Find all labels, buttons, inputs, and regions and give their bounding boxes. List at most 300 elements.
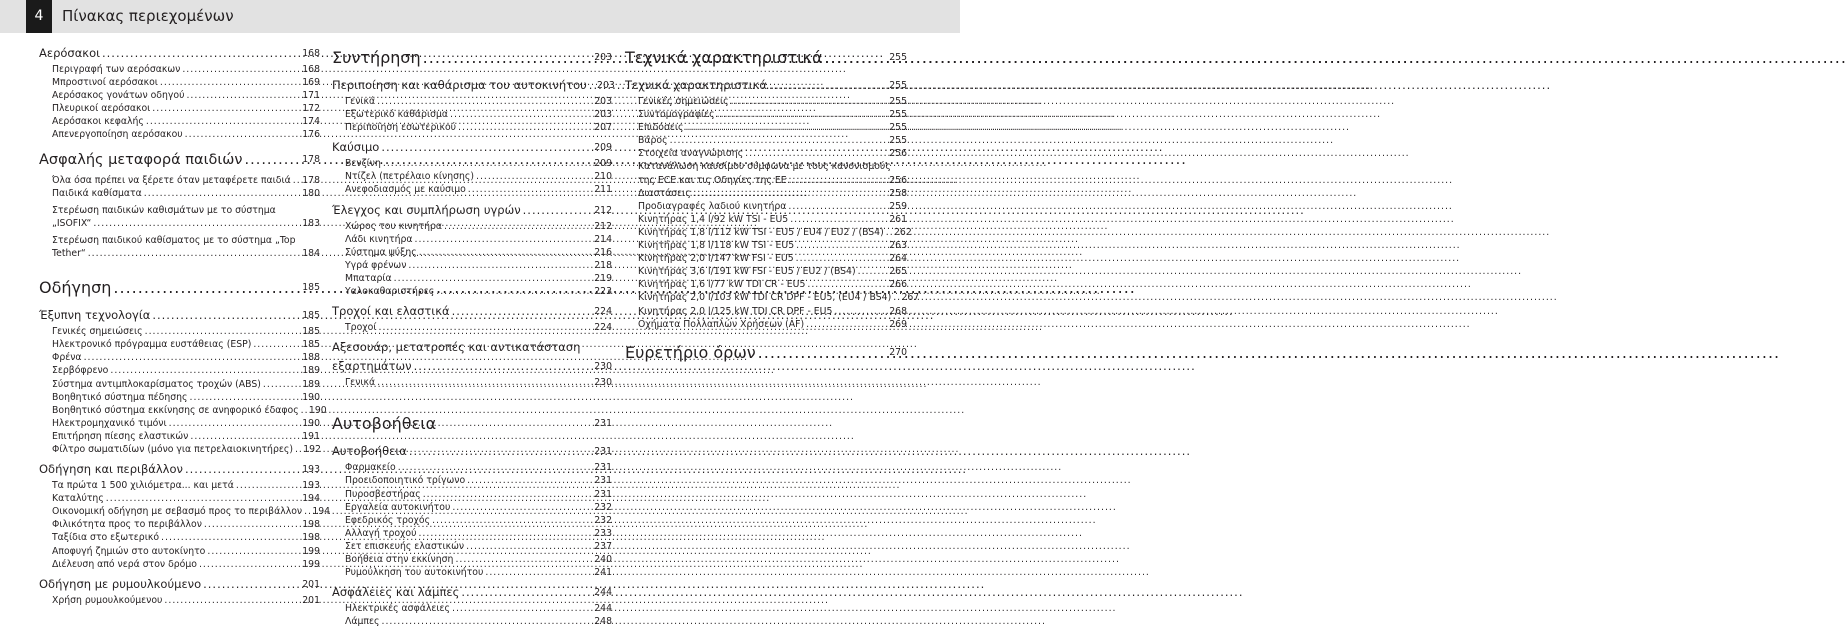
toc-group [39,63,320,142]
toc-entry-page: 214 [594,233,612,245]
toc-entry[interactable] [332,233,612,246]
toc-entry[interactable] [625,134,907,147]
toc-entry-title: Ρυμούλκηση του αυτοκινήτου [345,567,484,579]
toc-entry-title: Ηλεκτρομηχανικό τιμόνι [52,417,167,429]
toc-entry[interactable] [39,479,320,492]
toc-entry-page: 189 [302,378,320,390]
toc-entry-title: Λάμπες [345,616,380,628]
toc-entry-page: 169 [302,77,320,89]
toc-entry[interactable] [332,157,612,170]
dot-leader [717,108,885,121]
toc-entry-title: Συντομογραφίες [638,109,715,121]
toc-entry[interactable] [625,278,907,291]
dot-leader [458,121,590,134]
toc-entry[interactable] [39,115,320,128]
toc-entry-fuel[interactable]: Καύσιμο ..... 209 [332,138,612,157]
toc-entry[interactable] [332,321,612,334]
dot-leader [466,540,590,553]
toc-entry-page: 171 [302,90,320,102]
toc-entry-page: 231 [594,462,612,474]
toc-entry-page: 211 [594,184,612,196]
toc-entry-page: 188 [302,352,320,364]
toc-entry[interactable] [625,252,907,265]
toc-entry-page: 190 [302,417,320,429]
toc-entry-title: Όλα όσα πρέπει να ξέρετε όταν μεταφέρετε παιδιά [52,174,291,186]
toc-entry-page: 192 [303,443,321,455]
toc-entry-environment[interactable]: Οδήγηση και περιβάλλον ..... 193 [39,460,320,479]
toc-entry-page: 231 [594,488,612,500]
toc-entry-page: 199 [302,558,320,570]
toc-entry-title: Επιτήρηση πίεσης ελαστικών [52,430,189,442]
toc-entry[interactable] [332,108,612,121]
toc-entry[interactable] [625,121,907,134]
toc-entry-page: 176 [302,129,320,141]
toc-entry-fluids[interactable]: Έλεγχος και συμπλήρωση υγρών ..... 212 [332,201,612,220]
dot-leader [790,213,885,226]
toc-entry-airbags[interactable]: Αερόσακοι ..... 168 [39,44,320,63]
toc-entry-title: Φρένα [52,352,82,364]
toc-entry-page: 194 [302,493,320,505]
dot-leader [204,518,298,531]
toc-entry-title: Υγρά φρένων [345,259,407,271]
dot-leader [468,183,590,196]
dot-leader [304,505,308,518]
dot-leader [419,246,590,259]
toc-entry[interactable] [39,531,320,544]
toc-entry-title: Κινητήρας 1,8 l/112 kW TSI - EU5 / EU4 / EU2 / (BS4) [638,226,884,238]
toc-entry-title: Παιδικά καθίσματα [52,187,142,199]
toc-entry-page: 263 [889,240,907,252]
toc-entry-page: 219 [594,272,612,284]
dot-leader [670,134,885,147]
toc-entry[interactable] [332,376,612,389]
toc-entry-page: 269 [889,318,907,330]
toc-entry-title: Βοηθητικό σύστημα πέδησης [52,391,188,403]
toc-entry-title: Βοηθητικό σύστημα εκκίνησης σε ανηφορικό έδαφος [52,404,299,416]
toc-entry-page: 203 [594,109,612,121]
toc-entry-title: Φαρμακείο [345,462,396,474]
toc-group [332,157,612,196]
toc-entry-title: Ταξίδια στο εξωτερικό [52,532,160,544]
toc-entry-page: 230 [594,377,612,389]
toc-entry-title: Χώρος του κινητήρα [345,220,443,232]
toc-entry[interactable] [625,95,907,108]
dot-leader [185,128,298,141]
toc-entry[interactable] [332,602,612,615]
toc-entry[interactable] [39,102,320,115]
toc-entry-smart-tech[interactable]: Έξυπνη τεχνολογία ..... 185 [39,306,320,325]
toc-entry-title: Διαστάσεις [638,187,691,199]
toc-entry-page: 191 [302,430,320,442]
toc-entry-title: Σύστημα ψύξης [345,246,417,258]
toc-entry-page: 212 [594,220,612,232]
dot-leader [190,391,299,404]
toc-entry[interactable] [625,305,907,318]
toc-entry-title: Μπαταρία [345,272,392,284]
dot-leader [182,63,298,76]
page-number: 4 [26,0,52,33]
toc-entry-isofix[interactable]: Στερέωση παιδικών καθισμάτων με το σύστημα „ISOFIX“ ..... 183 [39,204,320,230]
toc-entry-title: Εξωτερικό καθάρισμα [345,109,449,121]
toc-entry-page: 264 [889,253,907,265]
dot-leader [207,545,298,558]
toc-entry[interactable] [39,492,320,505]
dot-leader [858,265,885,278]
toc-entry-page: 180 [302,187,320,199]
toc-entry[interactable] [39,505,331,518]
toc-entry-page: 201 [302,594,320,606]
dot-leader [190,430,298,443]
toc-entry[interactable] [332,527,612,540]
toc-column-3 [625,44,920,367]
toc-entry[interactable] [332,183,612,196]
toc-entry-page: 241 [594,567,612,579]
toc-entry-wheels[interactable]: Τροχοί και ελαστικά ..... 224 [332,302,612,321]
toc-entry[interactable] [332,170,612,183]
toc-entry-page: 178 [302,174,320,186]
toc-entry[interactable] [332,121,612,134]
dot-leader [806,318,885,331]
toc-group [39,594,320,607]
toc-entry-title: Βενζίνη [345,158,381,170]
toc-entry-page: 265 [889,266,907,278]
dot-leader [415,233,590,246]
toc-entry-page: 193 [302,480,320,492]
dot-leader [152,102,298,115]
toc-entry-title: Κινητήρας 1,4 l/92 kW TSI - EU5 [638,213,789,225]
toc-entry-title: Σερβόφρενο [52,365,109,377]
toc-entry-title: Κινητήρας 2,0 l/103 kW TDI CR DPF - EU5, (EU4 / BS4) [638,292,892,304]
toc-entry[interactable] [625,187,907,200]
toc-entry-title: Βοήθεια στην εκκίνηση [345,553,454,565]
toc-entry-title: Κινητήρας 1,8 l/118 kW TSI - EU5 [638,240,795,252]
dot-leader [263,378,298,391]
toc-entry[interactable] [39,325,320,338]
dot-leader [164,594,298,607]
toc-entry-tech[interactable]: Τεχνικά χαρακτηριστικά ..... 255 [625,44,907,72]
dot-leader [84,351,298,364]
toc-entry-index[interactable]: Ευρετήριο όρων ..... 270 [625,339,907,367]
toc-entry[interactable] [332,461,612,474]
toc-entry-title: Διέλευση από νερά στον δρόμο [52,558,197,570]
toc-entry-page: 190 [308,404,327,416]
toc-entry-title: Ανεφοδιασμός με καύσιμο [345,184,466,196]
dot-leader [394,272,590,285]
toc-entry[interactable] [625,200,907,213]
toc-entry-accessories[interactable]: Αξεσουάρ, μετατροπές και αντικατάσταση εξαρτημάτων ..... 230 [332,338,612,376]
toc-entry[interactable] [39,187,320,200]
toc-entry[interactable] [332,501,612,514]
toc-entry-title: Οικονομική οδήγηση με σεβασμό προς το περιβάλλον [52,506,303,518]
dot-leader [796,252,885,265]
toc-entry[interactable] [332,553,612,566]
toc-entry-page: 248 [594,616,612,628]
toc-entry-title: Κινητήρας 2,0 l/147 kW FSI - EU5 [638,253,794,265]
toc-entry-title: Περιποίηση εσωτερικού [345,122,457,134]
dot-leader [398,461,590,474]
toc-entry-title: Βάρος [638,135,668,147]
toc-entry[interactable] [39,76,320,89]
dot-leader [377,376,590,389]
dot-leader [452,602,590,615]
dot-leader [145,325,298,338]
toc-entry-page: 256 [889,148,907,160]
toc-entry[interactable] [332,246,612,259]
toc-entry-title: Σετ επισκευής ελαστικών [345,540,465,552]
toc-entry-title: Λάδι κινητήρα [345,233,413,245]
toc-entry-page: 262 [893,226,912,238]
toc-entry-page: 185 [302,326,320,338]
toc-entry[interactable] [39,558,320,571]
toc-entry[interactable] [625,226,912,239]
toc-entry[interactable] [332,488,612,501]
toc-entry[interactable] [39,338,320,351]
toc-group [332,321,612,334]
dot-leader [485,566,590,579]
dot-leader [452,501,590,514]
toc-entry[interactable] [332,540,612,553]
toc-entry-page: 255 [889,135,907,147]
toc-entry[interactable] [332,615,612,628]
dot-leader [886,226,890,239]
toc-entry-title: Περιγραφή των αερόσακων [52,64,181,75]
toc-entry-page: 259 [889,200,907,212]
toc-entry-page: 224 [594,322,612,334]
page-header [0,0,960,33]
toc-entry-page: 189 [302,365,320,377]
toc-entry-title: Σύστημα αντιμπλοκαρίσματος τροχών (ABS) [52,378,261,390]
toc-entry[interactable] [39,63,320,76]
dot-leader [199,558,298,571]
toc-entry-title: Αερόσακος γονάτων οδηγού [52,90,185,102]
toc-entry-child-safety[interactable]: Ασφαλής μεταφορά παιδιών ..... 178 [39,146,320,174]
toc-entry-page: 255 [889,109,907,121]
toc-entry[interactable] [39,174,320,187]
toc-entry[interactable] [39,378,320,391]
toc-entry-title: Κινητήρας 1,6 l/77 kW TDI CR - EU5 [638,279,806,291]
toc-entry-page: 174 [302,116,320,128]
toc-group [39,174,320,200]
toc-group [39,325,327,456]
toc-entry-page: 209 [594,158,612,170]
toc-entry-title: Τα πρώτα 1 500 χιλιόμετρα... και μετά [52,480,234,492]
toc-entry-self-help-sub[interactable]: Αυτοβοήθεια ..... 231 [332,442,612,461]
dot-leader [169,417,298,430]
toc-entry-page: 216 [594,246,612,258]
toc-entry-title: Πλευρικοί αερόσακοι [52,103,151,115]
toc-entry-title: Κινητήρας 2,0 l/125 kW TDI CR DPF - EU5 [638,305,833,317]
dot-leader [106,492,298,505]
toc-entry[interactable] [625,108,907,121]
dot-leader [444,220,590,233]
toc-entry-title: Εργαλεία αυτοκινήτου [345,501,451,513]
toc-group [625,187,920,331]
toc-group [625,95,907,160]
dot-leader [408,259,590,272]
dot-leader [436,285,590,298]
toc-entry-page: 203 [594,96,612,107]
toc-group [332,376,612,389]
toc-entry[interactable] [332,95,612,108]
toc-entry-title: Προδιαγραφές λαδιού κινητήρα [638,200,787,212]
toc-entry-title: Φίλτρο σωματιδίων (μόνο για πετρελαιοκινητήρες) [52,443,293,455]
toc-entry-page: 240 [594,553,612,565]
toc-entry-self-help[interactable]: Αυτοβοήθεια 231 [332,414,612,434]
dot-leader [423,488,590,501]
toc-entry-title: Αλλαγή τροχού [345,527,417,539]
dot-leader [693,187,885,200]
toc-entry[interactable] [625,318,907,331]
toc-entry-title: Γενικά [345,96,376,107]
dot-leader [686,121,885,134]
toc-entry-title: Επιδόσεις [638,122,684,134]
toc-entry-driving[interactable]: Οδήγηση ..... 185 [39,274,320,302]
toc-entry-page: 255 [889,96,907,107]
toc-entry[interactable] [625,239,907,252]
dot-leader [186,89,298,102]
toc-group [332,602,612,628]
dot-leader [146,115,298,128]
toc-entry-title: Προειδοποιητικό τρίγωνο [345,475,466,487]
toc-entry-care[interactable]: Περιποίηση και καθάρισμα του αυτοκινήτου ..... 203 [332,76,612,95]
dot-leader [236,479,298,492]
toc-column-1 [39,44,331,607]
toc-entry[interactable] [39,89,320,102]
toc-entry[interactable] [39,364,320,377]
toc-entry-title: Απενεργοποίηση αερόσακου [52,129,183,141]
dot-leader [383,157,590,170]
toc-group [39,479,331,571]
toc-entry-top-tether[interactable]: Στερέωση παιδικού καθίσματος με το σύστημα „Top Tether“ ..... 184 [39,234,320,260]
toc-entry-page: 185 [302,339,320,351]
dot-leader [253,338,298,351]
toc-entry-page: 198 [302,532,320,544]
toc-entry-title: Καταλύτης [52,493,104,505]
toc-entry-title: Πυροσβεστήρας [345,488,421,500]
toc-entry-page: 210 [594,171,612,183]
toc-entry-title: Ντίζελ (πετρέλαιο κίνησης) [345,171,475,183]
toc-entry-maintenance[interactable]: Συντήρηση ..... 203 [332,44,612,72]
toc-entry-title: Κινητήρας 3,6 l/191 kW FSI - EU5 / EU2 / (BS4) [638,266,856,278]
toc-entry[interactable] [332,566,612,579]
toc-entry-page: 267 [901,292,920,304]
toc-group [332,220,612,299]
toc-entry-title: Γενικά [345,377,376,389]
toc-entry-page: 258 [889,187,907,199]
toc-entry[interactable] [332,285,612,298]
toc-entry[interactable] [39,594,320,607]
toc-entry[interactable] [625,265,907,278]
toc-entry-title: Εφεδρικός τροχός [345,514,431,526]
toc-entry-page: 190 [302,391,320,403]
dot-leader [377,95,590,108]
toc-entry[interactable] [332,514,612,527]
toc-entry-page: 194 [312,506,331,518]
toc-entry-title: Μπροστινοί αερόσακοι [52,77,158,89]
dot-leader [432,514,590,527]
toc-entry-title: Ηλεκτρικές ασφάλειες [345,603,450,615]
dot-leader [455,553,590,566]
toc-entry[interactable] [39,545,320,558]
dot-leader [807,278,885,291]
toc-entry[interactable] [39,351,320,364]
toc-entry[interactable] [625,147,907,160]
toc-entry-fuel-consumption[interactable]: Κατανάλωση καυσίμου σύμφωνα με τους κανονισμούς της ECE και τις Οδηγίες της ΕΕ ..... 256 [625,160,907,186]
dot-leader [301,404,305,417]
toc-group [332,95,612,134]
toc-entry-fuses[interactable]: Ασφάλειες και λάμπες ..... 244 [332,583,612,602]
toc-entry-title: Ηλεκτρονικό πρόγραμμα ευστάθειας (ESP) [52,339,252,351]
toc-entry-title: Αερόσακοι κεφαλής [52,116,144,128]
toc-entry[interactable] [332,272,612,285]
toc-entry-page: 231 [594,475,612,487]
toc-column-2 [332,44,615,628]
dot-leader [796,239,885,252]
toc-entry-page: 255 [889,122,907,134]
toc-entry-page: 168 [302,64,320,75]
toc-entry-page: 199 [302,545,320,557]
toc-entry-page: 232 [594,514,612,526]
dot-leader [834,305,885,318]
toc-group [332,461,612,579]
toc-entry[interactable] [39,404,327,417]
toc-entry-page: 218 [594,259,612,271]
toc-entry-page: 198 [302,519,320,531]
toc-entry[interactable] [39,430,320,443]
toc-entry[interactable] [39,443,320,456]
toc-entry[interactable] [39,518,320,531]
dot-leader [144,187,298,200]
dot-leader [476,170,590,183]
toc-entry[interactable] [39,391,320,404]
toc-entry-title: Φιλικότητα προς το περιβάλλον [52,519,202,531]
toc-entry-title: Γενικές σημειώσεις [638,96,729,107]
dot-leader [378,321,590,334]
dot-leader [893,291,897,304]
page-title: Πίνακας περιεχομένων [62,7,234,25]
toc-entry[interactable] [332,220,612,233]
toc-entry-towing[interactable]: Οδήγηση με ρυμουλκούμενο ..... 201 [39,575,320,594]
toc-entry[interactable] [332,474,612,487]
dot-leader [731,95,885,108]
toc-entry-title: Αποφυγή ζημιών στο αυτοκίνητο [52,545,206,557]
toc-entry-title: Τροχοί [345,322,377,334]
toc-entry[interactable] [332,259,612,272]
toc-entry-page: 172 [302,103,320,115]
dot-leader [418,527,590,540]
dot-leader [381,615,590,628]
toc-entry[interactable] [625,213,907,226]
toc-entry[interactable] [39,417,320,430]
toc-entry-page: 244 [594,603,612,615]
dot-leader [110,364,298,377]
toc-entry-tech-sub[interactable]: Τεχνικά χαρακτηριστικά ..... 255 [625,76,907,95]
toc-entry-page: 233 [594,527,612,539]
toc-entry-page: 237 [594,540,612,552]
toc-entry-title: Χρήση ρυμουλκούμενου [52,594,163,606]
dot-leader [295,443,299,456]
toc-entry[interactable] [625,291,920,304]
dot-leader [788,200,885,213]
toc-entry-page: 223 [594,286,612,298]
toc-entry[interactable] [39,128,320,141]
dot-leader [467,474,590,487]
toc-entry-title: Γενικές σημειώσεις [52,326,143,338]
toc-entry-title: Οχήματα Πολλαπλών Χρήσεων (AF) [638,318,805,330]
toc-entry-title: Στοιχεία αναγνώρισης [638,148,744,160]
toc-entry-page: 266 [889,279,907,291]
dot-leader [161,531,298,544]
